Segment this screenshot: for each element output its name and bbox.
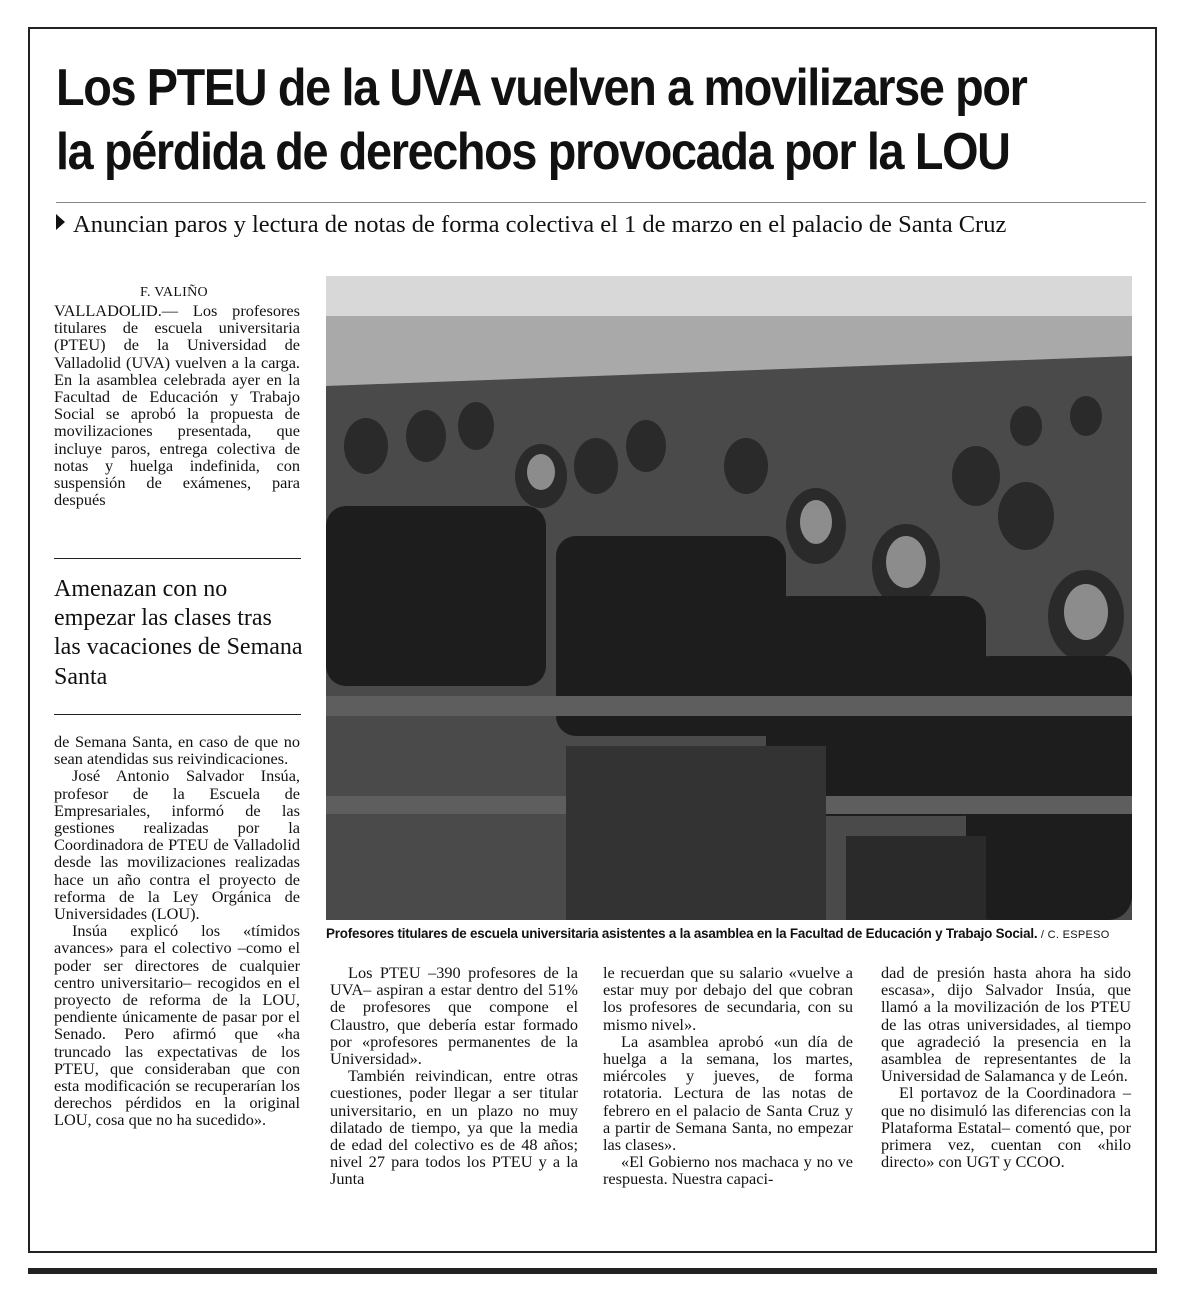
column-2	[330, 964, 578, 1188]
paragraph: El portavoz de la Coordinadora –que no disimuló las diferencias con la Plataforma Estatal– comentó que, por primera vez, cuentan con «hilo directo» con UGT y CCOO.	[881, 1083, 1131, 1172]
headline	[56, 56, 1037, 184]
column-1-bottom	[54, 733, 300, 1129]
caption-text: Profesores titulares de escuela universitaria asistentes a la asamblea en la Facultad de Educación y Trabajo Social.	[326, 926, 1038, 941]
paragraph: le recuerdan que su salario «vuelve a estar muy por debajo del que cobran los profesores de secundaria, con su mismo nivel».	[603, 963, 853, 1034]
pull-quote: Amenazan con no empezar las clases tras las vacaciones de Semana Santa	[54, 576, 303, 690]
headline-line-2: la pérdida de derechos provocada por la LOU	[56, 123, 1010, 181]
photo-credit: / C. ESPESO	[1040, 929, 1110, 941]
pull-quote-bottom-rule	[54, 714, 301, 715]
paragraph: José Antonio Salvador Insúa, profesor de la Escuela de Empresariales, informó de las gestiones realizadas por la Coordinadora de PTEU de Valladolid desde las movilizaciones realizadas hace un año contra el proyecto de reforma de la Ley Orgánica de Universidades (LOU).	[54, 766, 300, 924]
triangle-bullet-icon	[56, 214, 65, 230]
headline-line-1: Los PTEU de la UVA vuelven a movilizarse por	[56, 59, 1027, 117]
paragraph: También reivindican, entre otras cuestiones, poder llegar a ser titular universitario, en un plazo no muy dilatado de tiempo, ya que la media de edad del colectivo es de 48 años; nivel 27 para todos los PTEU y a la Junta	[330, 1066, 578, 1189]
lead-paragraph: VALLADOLID.— Los profesores titulares de escuela universitaria (PTEU) de la Universidad de Valladolid (UVA) vuelven a la carga. En la asamblea celebrada ayer en la Facultad de Educación y Trabajo Social se aprobó la propuesta de movilizaciones presentada, que incluye paros, entrega colectiva de notas y huelga indefinida, con suspensión de exámenes, para después	[54, 301, 300, 510]
column-4	[881, 964, 1131, 1170]
headline-rule	[56, 202, 1146, 203]
column-1-top	[54, 302, 300, 508]
paragraph: de Semana Santa, en caso de que no sean atendidas sus reivindicaciones.	[54, 732, 300, 769]
paragraph: dad de presión hasta ahora ha sido escasa», dijo Salvador Insúa, que llamó a la movilización de los PTEU de las otras universidades, al tiempo que agradeció la presencia en la asamblea de representantes de la Universidad de Salamanca y de León.	[881, 963, 1131, 1086]
page-bottom-rule	[28, 1268, 1157, 1274]
subheadline	[56, 210, 1146, 240]
pull-quote-top-rule	[54, 558, 301, 559]
paragraph: Insúa explicó los «tímidos avances» para el colectivo –como el poder ser directores de cualquier centro universitario– recogidos en el proyecto de reforma de la LOU, pendiente únicamente de pasar por el Senado. Pero afirmó que «ha truncado las expectativas de los PTEU, que consideraban que con esta modificación se recuperarían los derechos pérdidos en la original LOU, cosa que no ha sucedido».	[54, 921, 300, 1130]
paragraph: «El Gobierno nos machaca y no ve respuesta. Nuestra capaci-	[603, 1152, 853, 1189]
byline: F. VALIÑO	[140, 285, 208, 300]
photo-caption	[326, 926, 1156, 943]
paragraph: Los PTEU –390 profesores de la UVA– aspiran a estar dentro del 51% de profesores que compone el Claustro, que debería estar formado por «profesores permanentes de la Universidad».	[330, 963, 578, 1069]
column-3	[603, 964, 853, 1188]
subheadline-text: Anuncian paros y lectura de notas de forma colectiva el 1 de marzo en el palacio de Santa Cruz	[73, 211, 1007, 238]
assembly-photo	[326, 276, 1132, 920]
paragraph: La asamblea aprobó «un día de huelga a la semana, los martes, miércoles y jueves, de forma rotatoria. Lectura de las notas de febrero en el palacio de Santa Cruz y a partir de Semana Santa, no empezar las clases».	[603, 1031, 853, 1155]
photo-illustration	[326, 276, 1132, 920]
